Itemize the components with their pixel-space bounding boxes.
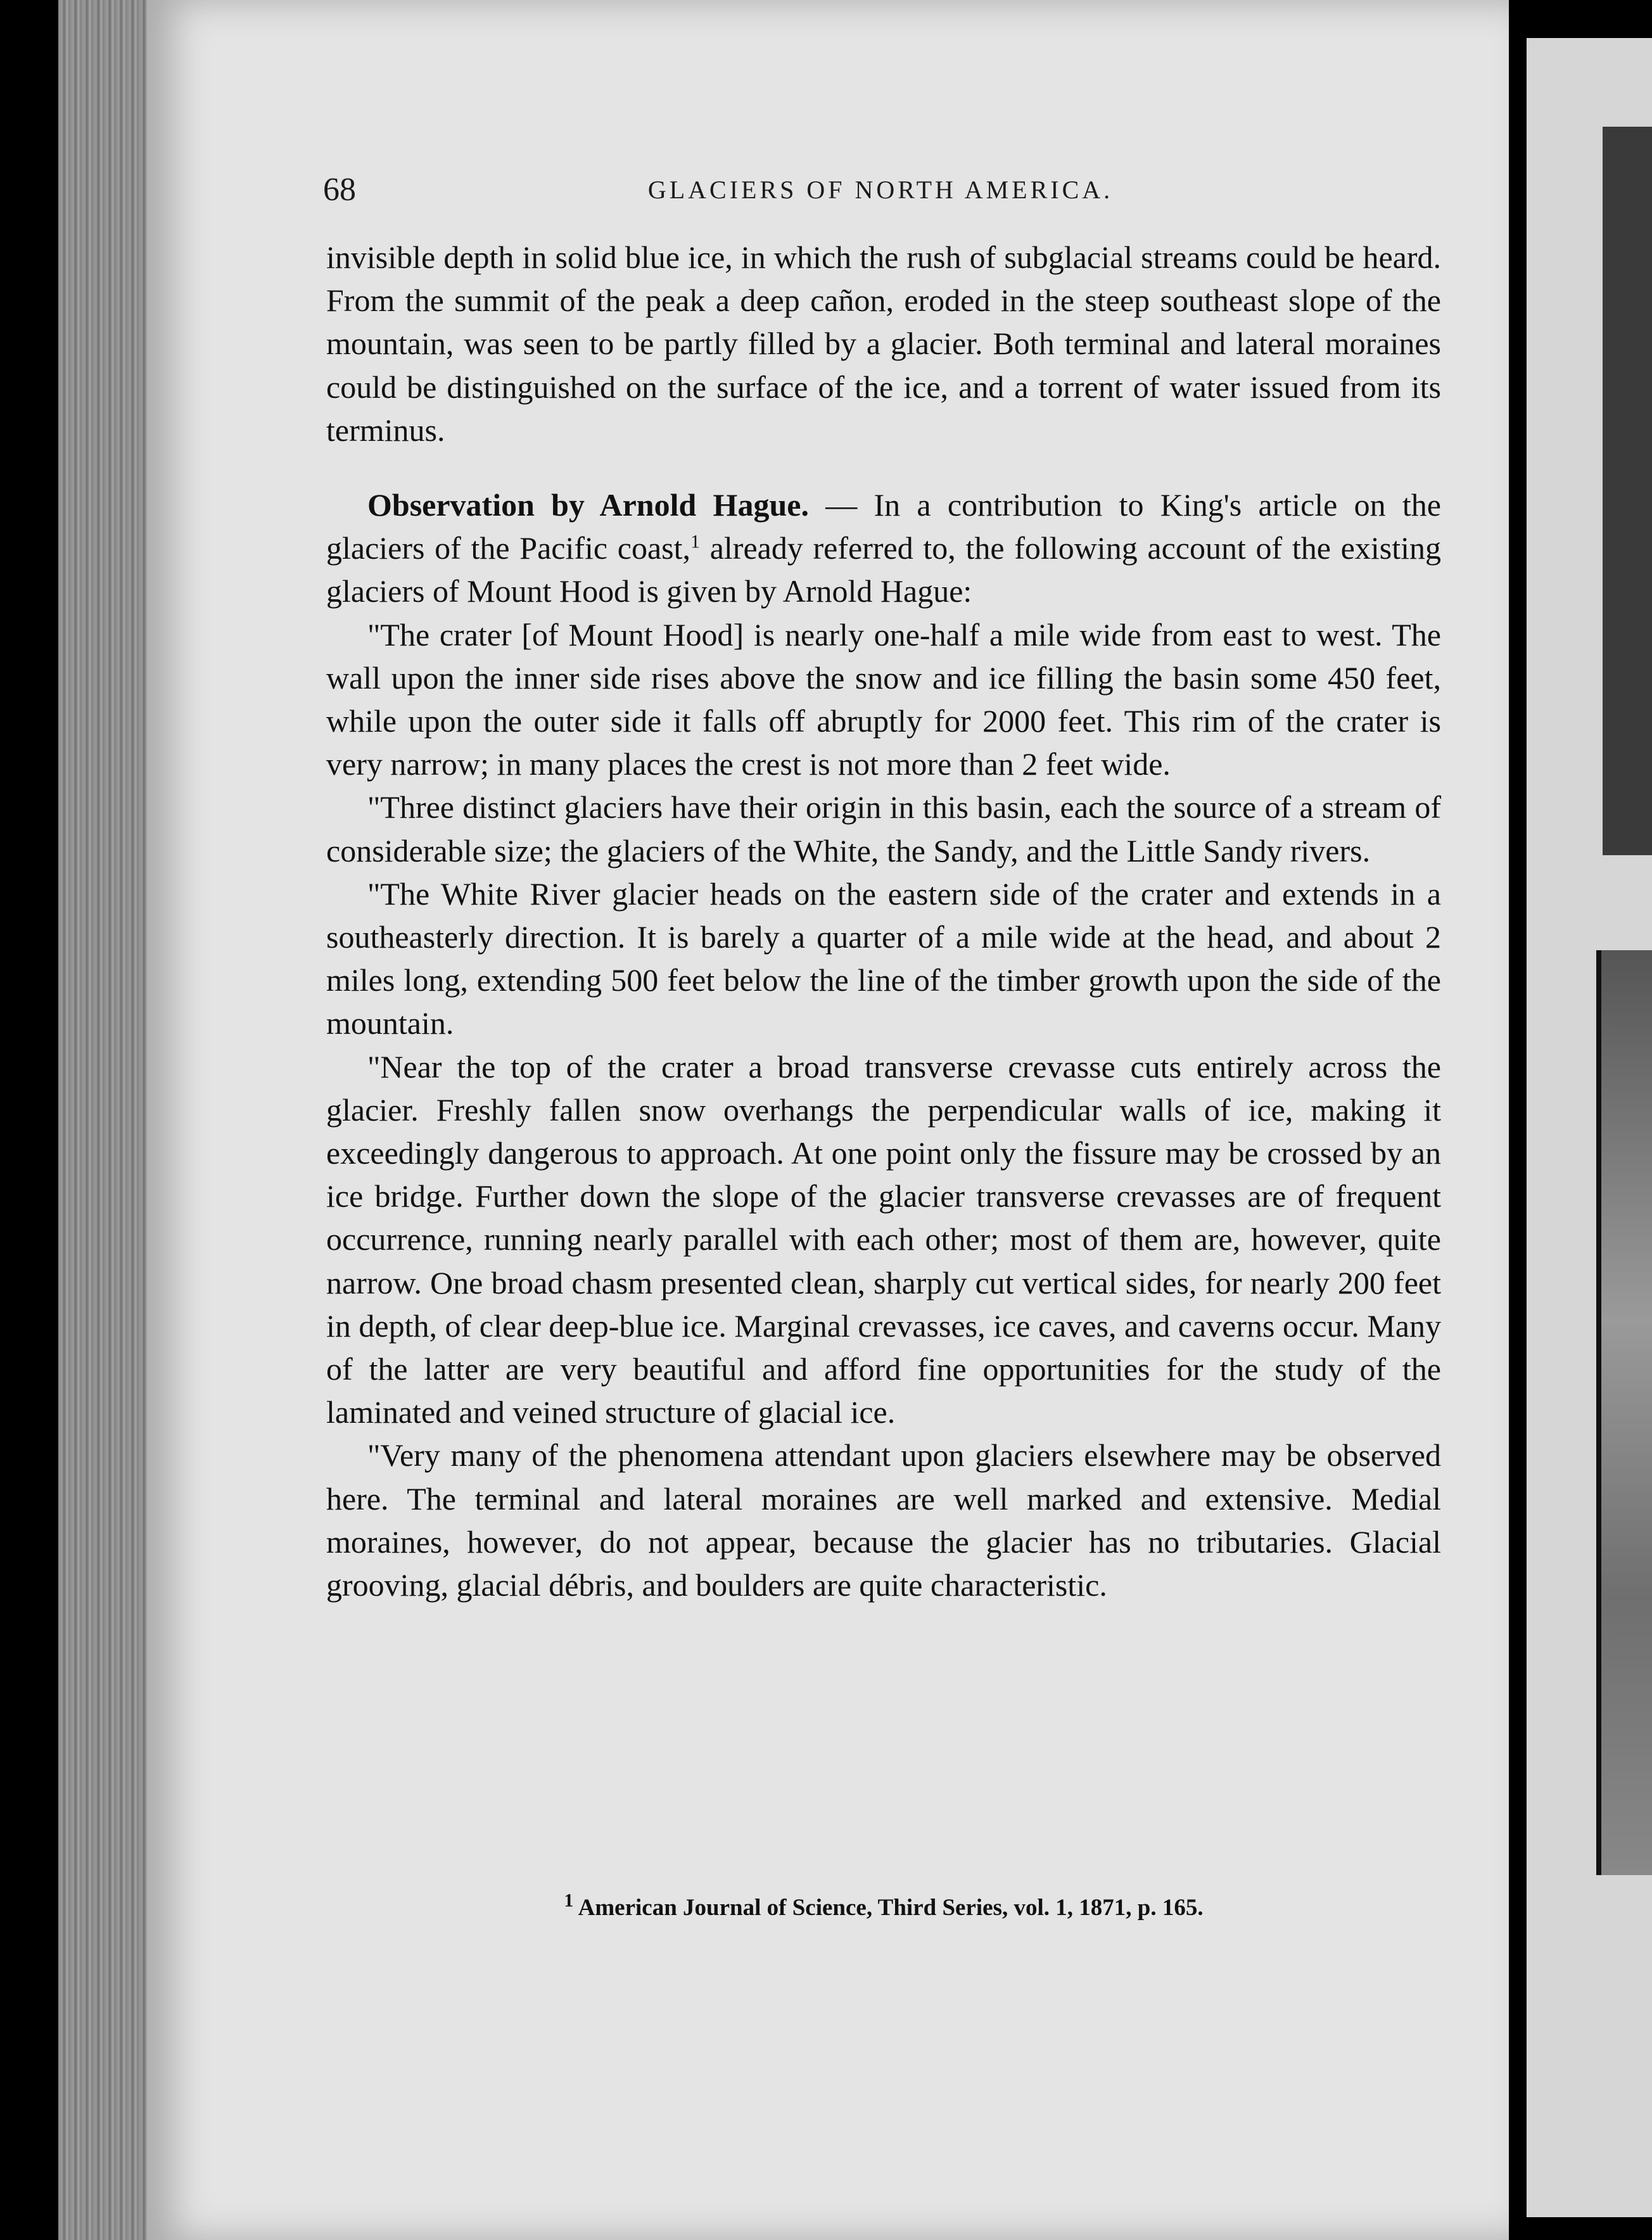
footnote <box>326 1890 1441 1921</box>
section-heading: Observation by Arnold Hague. <box>367 487 809 523</box>
page-header <box>323 171 1438 215</box>
page-edges <box>58 0 153 2240</box>
footnote-text: American Journal of Science, Third Series, vol. 1, 1871, p. 165. <box>573 1895 1204 1921</box>
paragraph-4: "Three distinct glaciers have their origin in this basin, each the source of a stream of considerable size; the glaciers of the White, the Sandy, and the Little Sandy rivers. <box>326 789 1441 869</box>
facing-plate-photo <box>1596 950 1652 1875</box>
paragraph-2 <box>326 483 1441 613</box>
paragraph-2-text-b: already referred to, the following account of the existing glaciers of Mount Hood is given by Arnold Hague: <box>326 530 1441 609</box>
paragraph-3: "The crater [of Mount Hood] is nearly one-half a mile wide from east to west. The wall upon the inner side rises above the snow and ice filling the basin some 450 feet, while upon the outer side it falls off abruptly for 2000 feet. This rim of the crater is very narrow; in many places the crest is not more than 2 feet wide. <box>326 616 1441 782</box>
paragraph-5: "The White River glacier heads on the eastern side of the crater and extends in a southeasterly direction. It is barely a quarter of a mile wide at the head, and about 2 miles long, extending 500 feet below the line of the timber growth upon the side of the mountain. <box>326 875 1441 1041</box>
footnote-marker: 1 <box>564 1890 574 1911</box>
paragraph-7: "Very many of the phenomena attendant upon glaciers elsewhere may be observed here. The terminal and lateral moraines are well marked and extensive. Medial moraines, however, do not appear, because the glacier has no tributaries. Glacial grooving, glacial débris, and boulders are quite characteristic. <box>326 1437 1441 1603</box>
page-number: 68 <box>323 172 356 208</box>
paragraph-2-text-a: — In a contribution to King's article on the glaciers of the Pacific coast, <box>326 487 1441 566</box>
body-text <box>326 236 1441 1607</box>
paragraph-6: "Near the top of the crater a broad transverse crevasse cuts entirely across the glacier. Freshly fallen snow overhangs the perpendicular walls of ice, making it exceedingly dangerous to approach. At one point only the fissure may be crossed by an ice bridge. Further down the slope of the glacier transverse crevasses are of frequent occurrence, running nearly parallel with each other; most of them are, however, quite narrow. One broad chasm presented clean, sharply cut vertical sides, for nearly 200 feet in depth, of clear deep-blue ice. Marginal crevasses, ice caves, and caverns occur. Many of the latter are very beautiful and afford fine opportunities for the study of the laminated and veined structure of glacial ice. <box>326 1048 1441 1430</box>
paragraph-1: invisible depth in solid blue ice, in which the rush of subglacial streams could be heard. From the summit of the peak a deep cañon, eroded in the steep southeast slope of the mountain, was seen to be partly filled by a glacier. Both terminal and lateral moraines could be distinguished on the surface of the ice, and a torrent of water issued from its terminus. <box>326 239 1441 448</box>
running-title: GLACIERS OF NORTH AMERICA. <box>647 175 1114 204</box>
facing-plate-top <box>1603 127 1652 855</box>
footnote-ref: 1 <box>690 531 701 552</box>
